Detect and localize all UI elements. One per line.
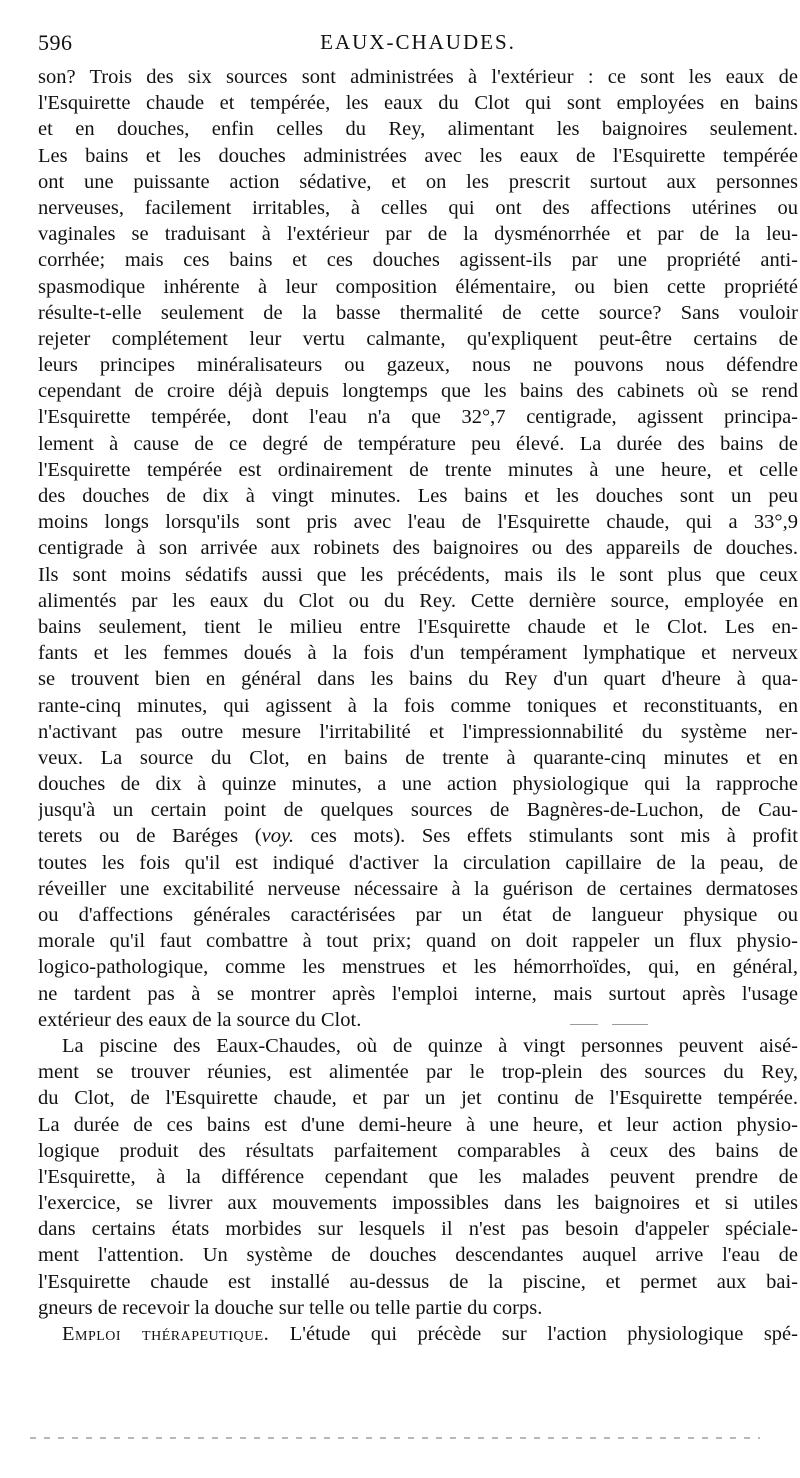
text-line: centigrade à son arrivée aux robinets des baignoires ou des appareils de douches.: [38, 537, 798, 560]
text-line: Les bains et les douches administrées avec les eaux de l'Esquirette tempérée: [38, 144, 798, 167]
paragraph-start-line: La piscine des Eaux-Chaudes, où de quinze à vingt personnes peuvent aisé-: [62, 1034, 798, 1057]
text-line: gneurs de recevoir la douche sur telle ou telle partie du corps.: [38, 1296, 543, 1319]
text-line: veux. La source du Clot, en bains de trente à quarante-cinq minutes et en: [38, 746, 798, 769]
text-line: douches de dix à quinze minutes, a une action physiologique qui la rapproche: [38, 773, 798, 796]
text-line: spasmodique inhérente à leur composition élémentaire, ou bien cette propriété: [38, 275, 798, 298]
text-line: corrhée; mais ces bains et ces douches agissent-ils par une propriété anti-: [38, 249, 798, 272]
text-line: Ils sont moins sédatifs aussi que les précédents, mais ils le sont plus que ceux: [38, 563, 798, 586]
text-line: l'Esquirette chaude est installé au-dessus de la piscine, et permet aux bai-: [38, 1270, 798, 1293]
text-line: l'Esquirette, à la différence cependant que les malades peuvent prendre de: [38, 1165, 798, 1188]
text-line: fants et les femmes doués à la fois d'un tempérament lymphatique et nerveux: [38, 642, 798, 665]
running-head: EAUX-CHAUDES.: [320, 30, 516, 54]
text-line: l'Esquirette chaude et tempérée, les eaux du Clot qui sont employées en bains: [38, 92, 798, 115]
text-line: morale qu'il faut combattre à tout prix; quand on doit rappeler un flux physio-: [38, 930, 798, 953]
text-fragment: terets ou de Baréges (: [38, 825, 262, 848]
text-line: résulte-t-elle seulement de la basse thermalité de cette source? Sans vouloir: [38, 301, 798, 324]
text-line: ment l'attention. Un système de douches descendantes auquel arrive l'eau de: [38, 1244, 798, 1267]
text-line: l'exercice, se livrer aux mouvements impossibles dans les baignoires et si utiles: [38, 1192, 798, 1215]
text-line: ne tardent pas à se montrer après l'emploi interne, mais surtout après l'usage: [38, 982, 798, 1005]
section-start-line: [38, 1321, 798, 1347]
text-line: lement à cause de ce degré de température peu élevé. La durée des bains de: [38, 432, 798, 455]
text-line: du Clot, de l'Esquirette chaude, et par un jet continu de l'Esquirette tempérée.: [38, 1087, 798, 1110]
text-fragment: L'étude qui précède sur l'action physiologique spé-: [269, 1323, 798, 1345]
page-number: 596: [38, 30, 73, 55]
text-line: cependant de croire déjà depuis longtemps que les bains des cabinets où se rend: [38, 380, 798, 403]
text-line: réveiller une excitabilité nerveuse nécessaire à la guérison de certaines dermatoses: [38, 877, 798, 900]
text-line: bains seulement, tient le milieu entre l'Esquirette chaude et le Clot. Les en-: [38, 615, 798, 638]
text-line: ont une puissante action sédative, et on les prescrit surtout aux personnes: [38, 170, 798, 193]
text-line: [38, 823, 798, 849]
text-line: ou d'affections générales caractérisées par un état de langueur physique ou: [38, 904, 798, 926]
page-header: [38, 30, 798, 60]
text-line: des douches de dix à vingt minutes. Les bains et les douches sont un peu: [38, 485, 798, 507]
text-line: vaginales se traduisant à l'extérieur par de la dysménorrhée et par de la leu-: [38, 223, 798, 246]
text-line: logique produit des résultats parfaitement comparables à ceux des bains de: [38, 1139, 798, 1162]
text-line: se trouvent bien en général dans les bains du Rey d'un quart d'heure à qua-: [38, 668, 798, 691]
section-heading: Emploi thérapeutique.: [62, 1323, 270, 1345]
text-fragment: ces mots). Ses effets stimulants sont mis à profit: [294, 825, 798, 848]
text-line: logico-pathologique, comme les menstrues et les hémorrhoïdes, qui, en général,: [38, 956, 798, 979]
text-line: nerveuses, facilement irritables, à celles qui ont des affections utérines ou: [38, 196, 798, 219]
voy-reference: voy.: [261, 825, 295, 848]
text-line: leurs principes minéralisateurs ou gazeux, nous ne pouvons nous défendre: [38, 354, 798, 377]
text-line: extérieur des eaux de la source du Clot.: [38, 1008, 362, 1031]
scan-mark: [570, 1024, 598, 1025]
text-line: son? Trois des six sources sont administrées à l'extérieur : ce sont les eaux de: [38, 66, 798, 88]
text-line: n'activant pas outre mesure l'irritabilité et l'impressionnabilité du système ner-: [38, 720, 798, 743]
text-line: dans certains états morbides sur lesquels il n'est pas besoin d'appeler spéciale-: [38, 1218, 798, 1241]
scan-bleedthrough: [30, 1437, 760, 1439]
text-line: rejeter complétement leur vertu calmante, qu'expliquent peut-être certains de: [38, 327, 798, 350]
text-line: l'Esquirette tempérée, dont l'eau n'a que 32°,7 centigrade, agissent principa-: [38, 406, 798, 429]
text-line: toutes les fois qu'il est indiqué d'activer la circulation capillaire de la peau, de: [38, 851, 798, 874]
text-line: moins longs lorsqu'ils sont pris avec l'eau de l'Esquirette chaude, qui a 33°,9: [38, 511, 798, 534]
text-line: rante-cinq minutes, qui agissent à la fois comme toniques et reconstituants, en: [38, 694, 798, 717]
text-line: l'Esquirette tempérée est ordinairement de trente minutes à une heure, et celle: [38, 458, 798, 481]
scan-mark: [612, 1024, 648, 1025]
body-text: [38, 64, 798, 1347]
text-line: et en douches, enfin celles du Rey, alimentant les baignoires seulement.: [38, 118, 798, 141]
text-line: La durée de ces bains est d'une demi-heure à une heure, et leur action physio-: [38, 1113, 798, 1136]
text-line: ment se trouver réunies, est alimentée par le trop-plein des sources du Rey,: [38, 1061, 798, 1084]
text-line: jusqu'à un certain point de quelques sources de Bagnères-de-Luchon, de Cau-: [38, 799, 798, 822]
text-line: alimentés par les eaux du Clot ou du Rey. Cette dernière source, employée en: [38, 589, 798, 612]
